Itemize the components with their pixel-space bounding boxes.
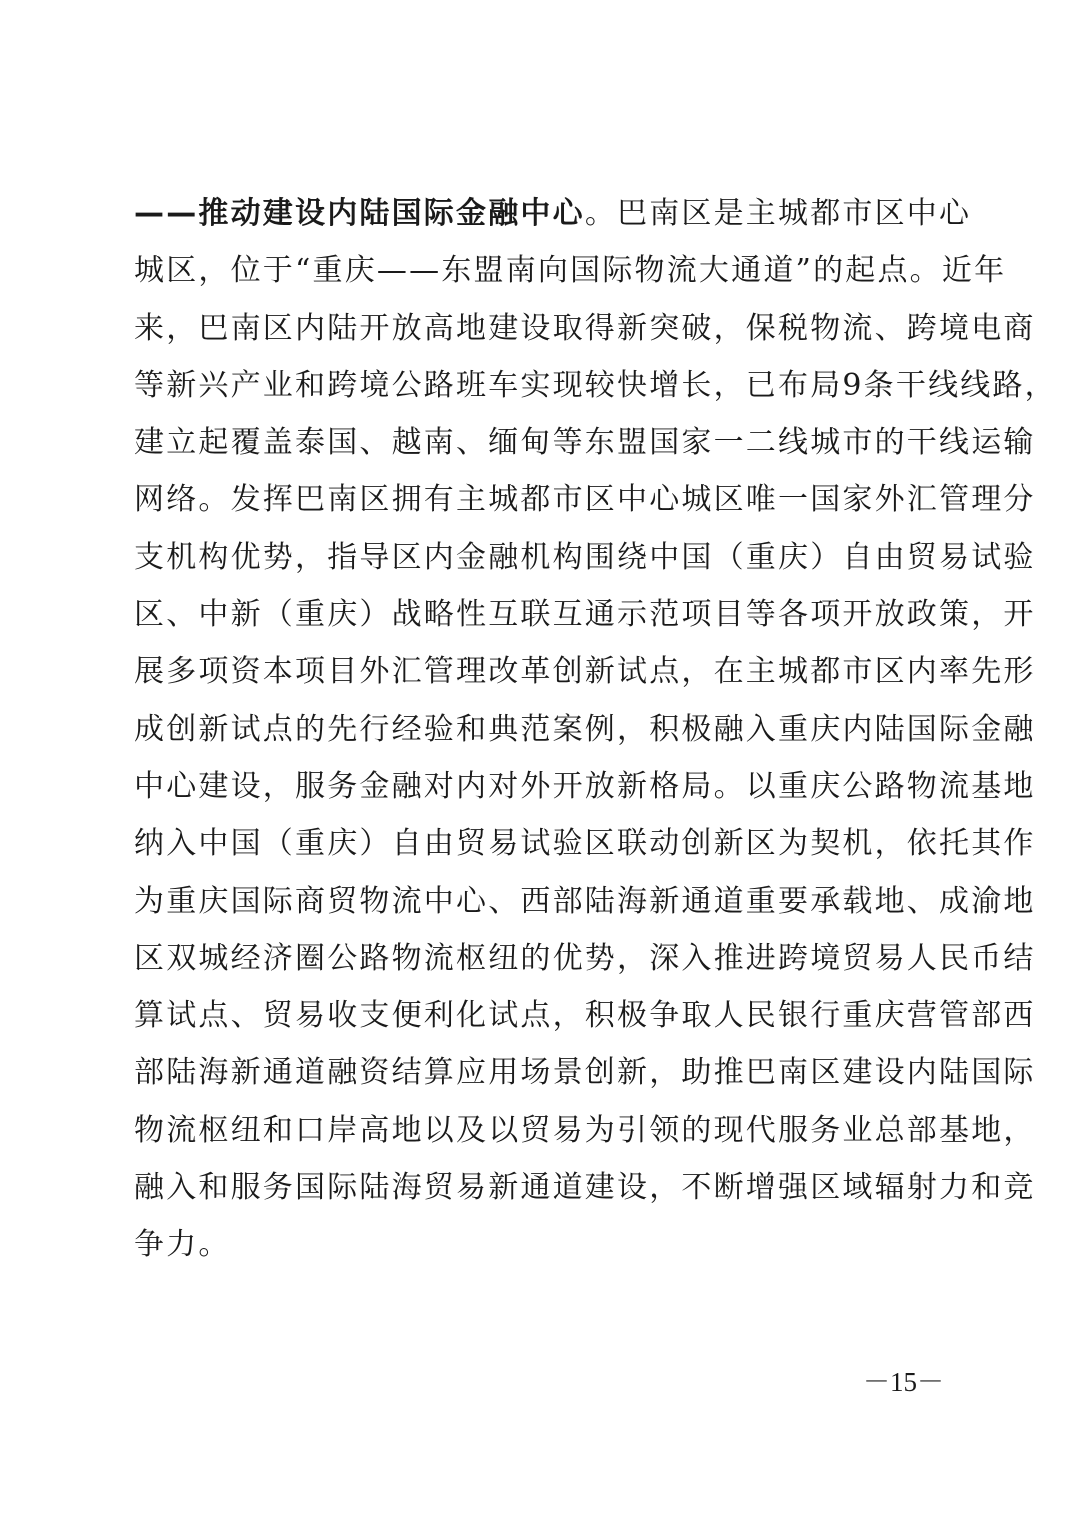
page-number: －15－ bbox=[863, 1367, 944, 1397]
paragraph-line: 中心建设，服务金融对内对外开放新格局。以重庆公路物流基地 bbox=[134, 768, 1036, 804]
paragraph-line: 支机构优势，指导区内金融机构围绕中国（重庆）自由贸易试验 bbox=[134, 539, 1036, 575]
paragraph-line: 算试点、贸易收支便利化试点，积极争取人民银行重庆营管部西 bbox=[134, 998, 1036, 1034]
paragraph-line: 为重庆国际商贸物流中心、西部陆海新通道重要承载地、成渝地 bbox=[134, 883, 1036, 919]
paragraph-line: 部陆海新通道融资结算应用场景创新，助推巴南区建设内陆国际 bbox=[134, 1055, 1036, 1091]
paragraph-line: 纳入中国（重庆）自由贸易试验区联动创新区为契机，依托其作 bbox=[134, 826, 1036, 862]
paragraph-line: 展多项资本项目外汇管理改革创新试点，在主城都市区内率先形 bbox=[134, 654, 1036, 690]
paragraph-line: 网络。发挥巴南区拥有主城都市区中心城区唯一国家外汇管理分 bbox=[134, 482, 1036, 518]
paragraph-line-1 bbox=[134, 185, 972, 242]
body-paragraph bbox=[134, 185, 1057, 1274]
paragraph-line: 区、中新（重庆）战略性互联互通示范项目等各项开放政策，开 bbox=[134, 597, 1036, 633]
lead-heading: ——推动建设内陆国际金融中心 bbox=[134, 196, 585, 231]
paragraph-line: 来，巴南区内陆开放高地建设取得新突破，保税物流、跨境电商 bbox=[134, 310, 1036, 346]
paragraph-line: 成创新试点的先行经验和典范案例，积极融入重庆内陆国际金融 bbox=[134, 711, 1036, 747]
paragraph-line: 融入和服务国际陆海贸易新通道建设，不断增强区域辐射力和竞 bbox=[134, 1170, 1036, 1206]
paragraph-line-last: 争力。 bbox=[134, 1227, 231, 1263]
paragraph-line: 等新兴产业和跨境公路班车实现较快增长，已布局9条干线线路， bbox=[134, 367, 1057, 403]
paragraph-line: 区双城经济圈公路物流枢纽的优势，深入推进跨境贸易人民币结 bbox=[134, 940, 1036, 976]
paragraph-line: 建立起覆盖泰国、越南、缅甸等东盟国家一二线城市的干线运输 bbox=[134, 425, 1036, 461]
first-line-rest: 。巴南区是主城都市区中心 bbox=[584, 196, 972, 231]
paragraph-line: 城区，位于“重庆——东盟南向国际物流大通道”的起点。近年 bbox=[134, 253, 1007, 289]
paragraph-line: 物流枢纽和口岸高地以及以贸易为引领的现代服务业总部基地， bbox=[134, 1112, 1036, 1148]
